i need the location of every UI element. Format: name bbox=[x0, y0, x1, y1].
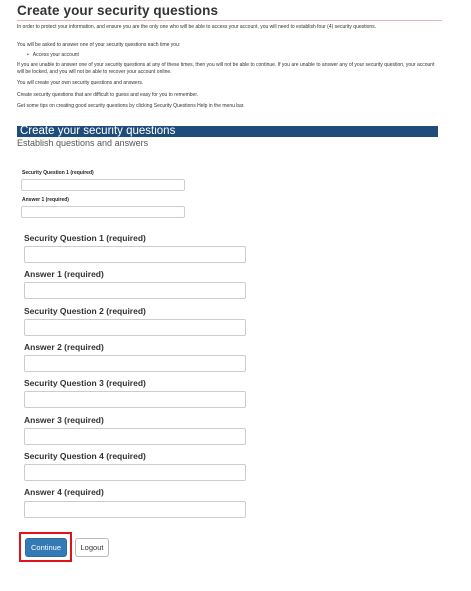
continue-button[interactable]: Continue bbox=[25, 538, 67, 557]
intro-paragraph-6: Get some tips on creating good security questions by clicking Security Questions Help in the menu bar. bbox=[17, 103, 245, 109]
intro-paragraph-1: In order to protect your information, and ensure you are the only one who will be able to access your account, you will need to establish four (4) security questions. bbox=[17, 24, 377, 30]
logout-button[interactable]: Logout bbox=[75, 538, 109, 557]
question-1-label: Security Question 1 (required) bbox=[24, 233, 146, 243]
preview-answer-1-input[interactable] bbox=[21, 206, 185, 218]
section-subheading: Establish questions and answers bbox=[17, 138, 149, 148]
question-4-input[interactable] bbox=[24, 464, 246, 481]
intro-paragraph-3: If you are unable to answer one of your security questions at any of these times, then you will not be able to continue. If you are unable to answer any of your security question, your account will be locked, and you will not be able to recover your account online. bbox=[17, 62, 435, 75]
question-3-label: Security Question 3 (required) bbox=[24, 378, 146, 388]
preview-question-1-input[interactable] bbox=[21, 179, 185, 191]
answer-4-label: Answer 4 (required) bbox=[24, 487, 104, 497]
title-divider bbox=[17, 20, 442, 21]
answer-4-input[interactable] bbox=[24, 501, 246, 518]
answer-2-input[interactable] bbox=[24, 355, 246, 372]
intro-paragraph-4: You will create your own security questions and answers. bbox=[17, 80, 144, 86]
intro-paragraph-2: You will be asked to answer one of your security questions each time you: bbox=[17, 42, 181, 48]
preview-answer-1-label: Answer 1 (required) bbox=[22, 197, 69, 203]
instructions-panel bbox=[0, 0, 465, 222]
answer-2-label: Answer 2 (required) bbox=[24, 342, 104, 352]
intro-paragraph-5: Create security questions that are difficult to guess and easy for you to remember. bbox=[17, 92, 199, 98]
section-banner: Create your security questions bbox=[17, 126, 438, 137]
answer-3-label: Answer 3 (required) bbox=[24, 415, 104, 425]
answer-1-label: Answer 1 (required) bbox=[24, 269, 104, 279]
question-2-label: Security Question 2 (required) bbox=[24, 306, 146, 316]
preview-question-1-label: Security Question 1 (required) bbox=[22, 170, 94, 176]
intro-bullet-access-account: • Access your account bbox=[27, 52, 79, 59]
page-title: Create your security questions bbox=[17, 3, 219, 18]
question-1-input[interactable] bbox=[24, 246, 246, 263]
question-4-label: Security Question 4 (required) bbox=[24, 451, 146, 461]
answer-3-input[interactable] bbox=[24, 428, 246, 445]
answer-1-input[interactable] bbox=[24, 282, 246, 299]
question-2-input[interactable] bbox=[24, 319, 246, 336]
question-3-input[interactable] bbox=[24, 391, 246, 408]
